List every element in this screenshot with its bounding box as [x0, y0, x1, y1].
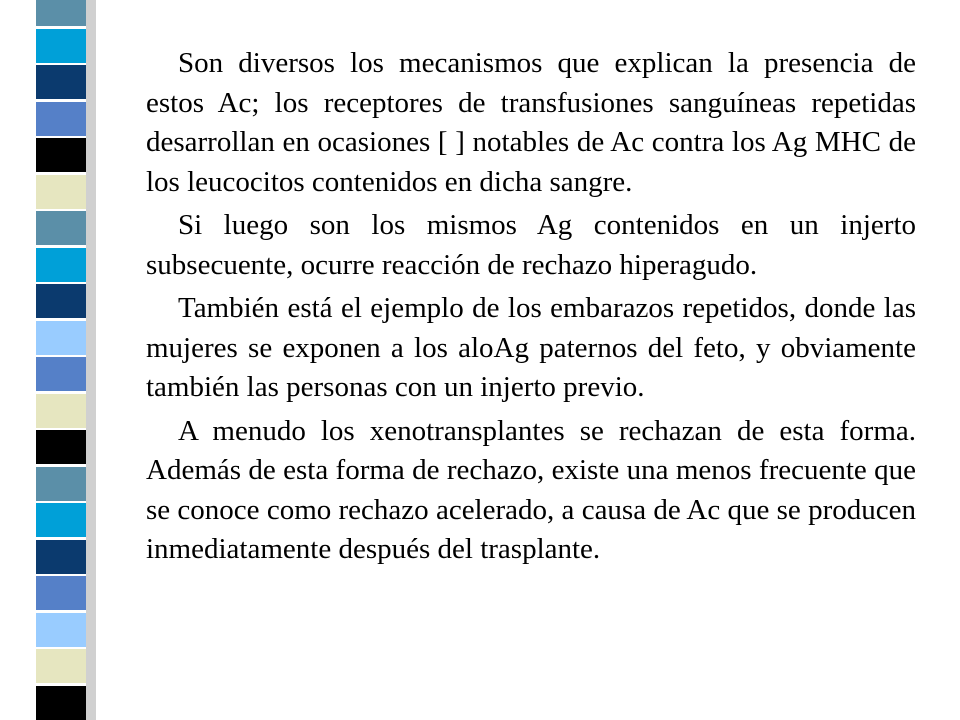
decorative-stripe: [36, 0, 86, 26]
decorative-stripe: [36, 613, 86, 647]
decorative-stripe: [36, 503, 86, 537]
decorative-stripe: [36, 394, 86, 428]
decorative-stripe: [36, 686, 86, 720]
decorative-stripe: [36, 138, 86, 172]
decorative-stripe: [36, 29, 86, 63]
decorative-stripe: [36, 649, 86, 683]
decorative-stripe: [36, 102, 86, 136]
paragraph-xenotransplants: A menudo los xenotransplantes se rechazan de esta forma. Además de esta forma de rechazo, existe una menos frecuente que se conoce como rechazo acelerado, a causa de Ac que se producen inmediatamente después del trasplante.: [146, 414, 916, 565]
decorative-stripe: [36, 467, 86, 501]
stripe-bar-shadow: [86, 0, 96, 720]
decorative-stripe: [36, 284, 86, 318]
decorative-stripe: [36, 321, 86, 355]
slide-body-text: [146, 44, 916, 574]
paragraph-mechanisms: Son diversos los mecanismos que explican la presencia de estos Ac; los receptores de transfusiones sanguíneas repetidas desarrollan en ocasiones [ ] notables de Ac contra los Ag MHC de los leucocitos contenidos en dicha sangre.: [146, 47, 916, 198]
decorative-stripe: [36, 65, 86, 99]
paragraph-hyperacute-rejection: Si luego son los mismos Ag contenidos en un injerto subsecuente, ocurre reacción de rechazo hiperagudo.: [146, 209, 916, 281]
paragraph-pregnancies: También está el ejemplo de los embarazos repetidos, donde las mujeres se exponen a los aloAg paternos del feto, y obviamente también las personas con un injerto previo.: [146, 292, 916, 403]
decorative-stripe: [36, 540, 86, 574]
decorative-stripe-bar: [36, 0, 86, 720]
decorative-stripe: [36, 576, 86, 610]
decorative-stripe: [36, 175, 86, 209]
decorative-stripe: [36, 211, 86, 245]
decorative-stripe: [36, 430, 86, 464]
decorative-stripe: [36, 357, 86, 391]
decorative-stripe: [36, 248, 86, 282]
